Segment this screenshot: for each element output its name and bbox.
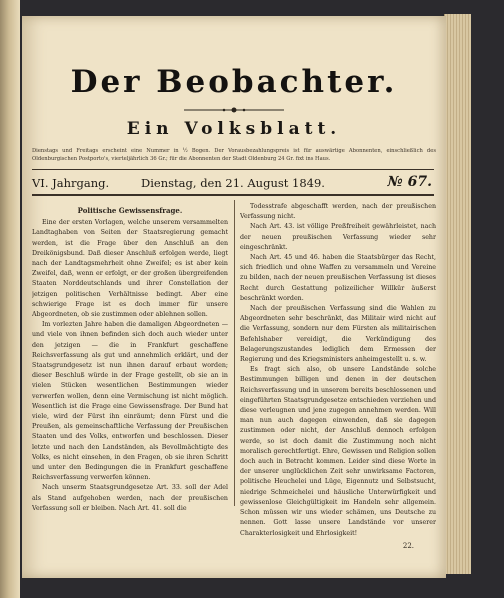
article-paragraph: Es fragt sich also, ob unsere Landstände solche Bestimmungen billigen und denen in der deutschen Reichsverfassung und in unserem bereits beschlossenen und eingeführten Staatsgrundgesetze entschieden verziehen und diese verleugnen und jene zugegen annehmen werden. Will man nun auch dagegen einwenden, daß sie dagegen zustimmen oder nicht, der Anschluß dennoch erfolgen werde, so ist doch damit die Zustimmung noch nicht moralisch gerechtfertigt. Ehre, Gewissen und Religion sollen doch auch in Betracht kommen. Leider sind diese Worte in der unserer unglücklichen Zeit sehr unwirksame Factoren, politische Heuchelei und Lüge, Eigennutz und Selbstsucht, niedrige Schmeichelei und häusliche Unterwürfigkeit und gewissenlose Gleichgültigkeit im Handeln sehr allgemein. Schon müssen wir uns wieder schämen, uns Deutsche zu nennen. Gott lasse unsere Landstände vor unserer Charakterlosigkeit und Ehrlosigkeit! — [240, 366, 436, 537]
article-paragraph: Im vorlezten Jahre haben die damaligen Abgeordneten — und viele von ihnen befinden sich doch auch wieder unter den jetzigen — die in Frankfurt geschaffene Reichsverfassung als gut und annehmlich erklärt, und der Staatsgrundgesetz ist nun ihnen darauf erbaut worden; dieser Beschluß würde in der Frage gestellt, ob sie an in vielen Stücken wesentlichen Bestimmungen wieder verwerfen wollen, denn eine Vermischung ist nicht möglich. Wesentlich ist die Frage eine Gewissensfrage. Der Bund hat viele, wird der Fürst ihn einräumt; denn Fürst und die Preußen, als gemeinschaftliche Verfassung der Preußischen Staaten und des Volks, entworfen und beschlossen. Dieser letzte und nach den Landständen, als Bevollmächtigte des Volks, es nicht einsehen, in den Fragen, ob sie ihren Schritt und unter den Bedingungen die in Frankfurt geschaffene Reichsverfassung verwerfen können. — [32, 321, 228, 482]
masthead-ornament — [184, 106, 284, 114]
page-number: 22. — [402, 541, 414, 550]
issue-line — [32, 174, 434, 192]
article-paragraph: Nach unserm Staatsgrundgesetze Art. 33. soll der Adel als Stand aufgehoben werden, nach der preußischen Verfassung soll er bleiben. Nach Art. 41. soll die — [32, 484, 228, 512]
masthead-subtitle: Ein Volksblatt. — [126, 119, 342, 139]
issue-year: VI. Jahrgang. — [32, 176, 110, 190]
divider-rule-thick — [32, 194, 434, 196]
issue-number: № 67. — [387, 174, 432, 190]
newspaper-page — [22, 16, 446, 578]
right-column — [240, 202, 436, 578]
left-column — [32, 202, 228, 578]
subscription-notice: Dienstags und Freitags erscheint eine Nummer in ½ Bogen. Der Vorausbezahlungspreis ist für auswärtige Abonnenten, einschließlich des Oldenburgischen Postporto's, vierteljährlich 36 Gr.; für die Abonnenten der Stadt Oldenburg 24 Gr. fixt ins Haus. — [32, 148, 436, 163]
article-paragraph: Todesstrafe abgeschafft werden, nach der preußischen Verfassung nicht. — [240, 203, 436, 221]
article-paragraph: Nach Art. 45 und 46. haben die Staatsbürger das Recht, sich friedlich und ohne Waffen zu versammeln und Vereine zu bilden, nach der neuen preußischen Verfassung ist dieses Recht durch Gestattung polizeilicher Willkür äußerst beschränkt worden. — [240, 254, 436, 302]
article-paragraph: Nach Art. 43. ist völlige Preßfreiheit gewährleistet, nach der neuen preußischen Verfassung wieder sehr eingeschränkt. — [240, 223, 436, 251]
article-paragraph: Eine der ersten Vorlagen, welche unserem versammelten Landtaghaben von Seiten der Staatsregierung gemacht werden, ist die Frage über den Anschluß an den Dreikönigsbund. Daß dieser Anschluß erfolgen werde, liegt nach der Landtagsmehrheit ohne Zweifel; es ist aber kein Zweifel, daß, wenn er erfolgt, er der großen übergreifenden Staaten Norddeutschlands und ihrer Constellation der jetzigen politischen Verhältnisse bedingt. Aber eine schwierige Frage ist es doch immer für unsere Abgeordneten, ob sie zustimmen oder ablehnen sollen. — [32, 219, 228, 319]
column-divider — [234, 200, 235, 506]
book-spine — [0, 0, 20, 598]
article-paragraph: Nach der preußischen Verfassung sind die Wahlen zu Abgeordneten sehr beschränkt, das Militair wird nicht auf die Verfassung, sondern nur dem Fürsten als militairischen Befehlshaber vereidigt, die Verkündigung des Belagerungszustandes lediglich dem Ermessen der Regierung und des Kriegsministers anheimgestellt u. s. w. — [240, 305, 436, 364]
divider-rule — [32, 169, 434, 170]
issue-date: Dienstag, den 21. August 1849. — [141, 176, 325, 190]
article-heading: Politische Gewissensfrage. — [77, 206, 183, 215]
masthead-title: Der Beobachter. — [70, 64, 398, 100]
page-stack-edge — [444, 14, 471, 574]
